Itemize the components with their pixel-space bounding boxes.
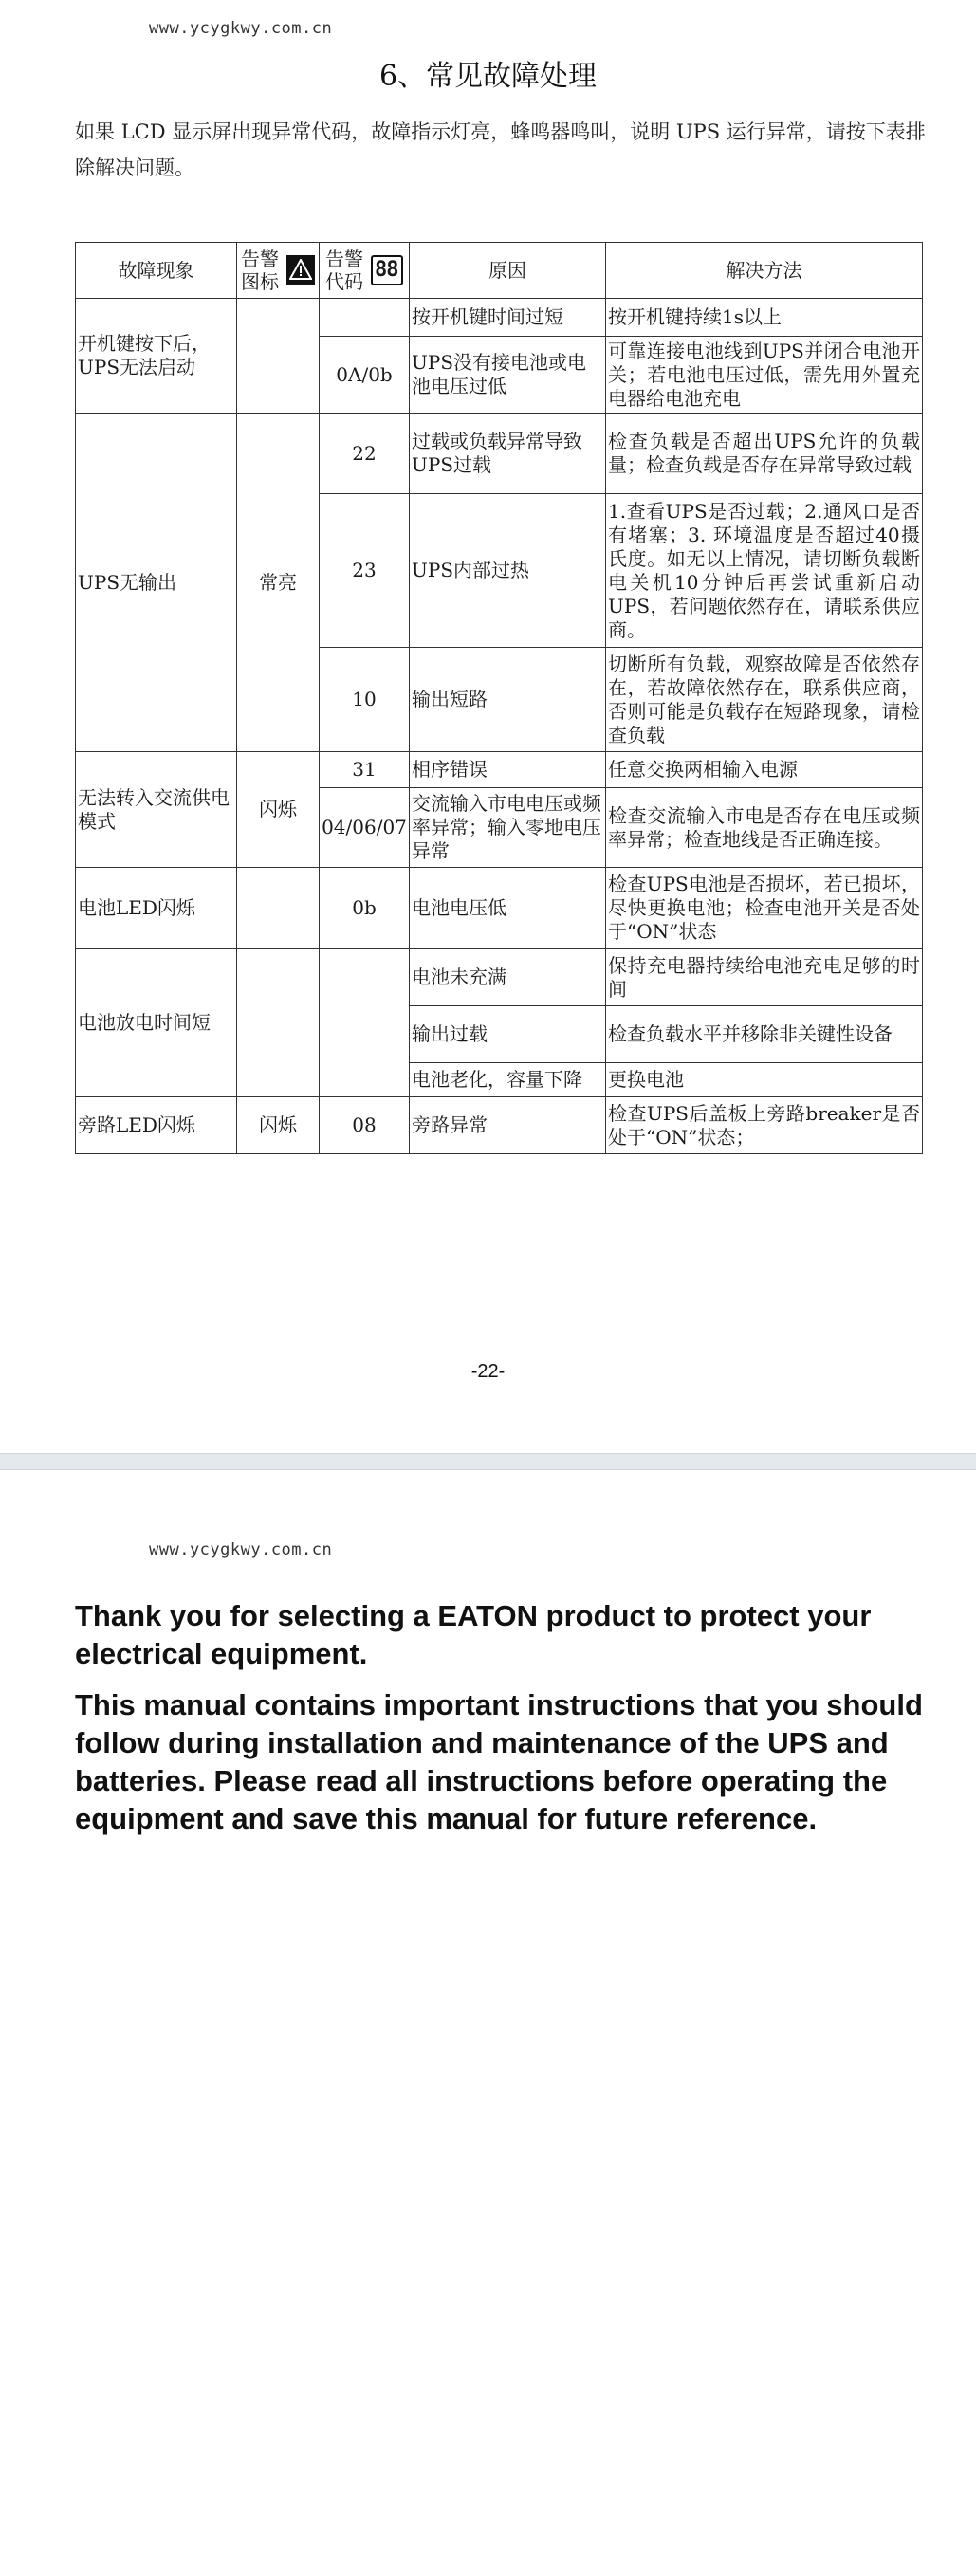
cell-phenomenon: 开机键按下后，UPS无法启动: [76, 299, 237, 414]
table-row: [76, 299, 923, 337]
cell-phenomenon: 电池LED闪烁: [76, 868, 237, 949]
header-alarm-icon: [237, 243, 320, 299]
cell-cause: 电池老化，容量下降: [410, 1063, 606, 1097]
cell-cause: 旁路异常: [410, 1097, 606, 1154]
cell-solution: 1.查看UPS是否过载；2.通风口是否有堵塞；3. 环境温度是否超过40摄氏度。如无以上情况，请切断负载断电关机10分钟后再尝试重新启动UPS，若问题依然存在，请联系供应商。: [606, 494, 923, 648]
cell-cause: 输出短路: [410, 648, 606, 752]
page-divider: [0, 1453, 976, 1470]
cell-solution: 检查UPS电池是否损坏，若已损坏，尽快更换电池；检查电池开关是否处于“ON”状态: [606, 868, 923, 949]
table-row: [76, 1097, 923, 1154]
cell-cause: 输出过载: [410, 1006, 606, 1063]
header-solution: 解决方法: [606, 243, 923, 299]
instructions-paragraph: This manual contains important instructions that you should follow during installation and maintenance of the UPS and batteries. Please read all instructions before operating the equipment and save this manual for future reference.: [75, 1688, 923, 1835]
header-phenomenon: 故障现象: [76, 243, 237, 299]
cell-cause: UPS内部过热: [410, 494, 606, 648]
table-row: [76, 868, 923, 949]
cell-phenomenon: 旁路LED闪烁: [76, 1097, 237, 1154]
cell-phenomenon: 无法转入交流供电模式: [76, 752, 237, 868]
cell-icon: [237, 949, 320, 1097]
cell-solution: 检查交流输入市电是否存在电压或频率异常；检查地线是否正确连接。: [606, 788, 923, 868]
cell-cause: 过载或负载异常导致UPS过载: [410, 414, 606, 494]
cell-code: 23: [320, 494, 410, 648]
cell-phenomenon: 电池放电时间短: [76, 949, 237, 1097]
manual-page-intro: [0, 1470, 976, 2576]
cell-code: 0b: [320, 868, 410, 949]
cell-cause: 相序错误: [410, 752, 606, 788]
header-alarm-code-label: 告警代码: [325, 248, 363, 293]
cell-code: 22: [320, 414, 410, 494]
site-url-header: www.ycygkwy.com.cn: [149, 1540, 333, 1559]
cell-cause: 交流输入市电电压或频率异常；输入零地电压异常: [410, 788, 606, 868]
cell-code: [320, 299, 410, 337]
header-alarm-icon-label: 告警图标: [241, 248, 279, 293]
table-row: [76, 414, 923, 494]
cell-code: 08: [320, 1097, 410, 1154]
cell-cause: 电池未充满: [410, 949, 606, 1006]
cell-solution: 检查负载是否超出UPS允许的负载量；检查负载是否存在异常导致过载: [606, 414, 923, 494]
table-header-row: [76, 243, 923, 299]
cell-solution: 更换电池: [606, 1063, 923, 1097]
seven-segment-digits: 88: [375, 258, 398, 282]
cell-icon: 闪烁: [237, 752, 320, 868]
cell-cause: 按开机键时间过短: [410, 299, 606, 337]
cell-solution: 任意交换两相输入电源: [606, 752, 923, 788]
fault-table: [75, 242, 923, 1154]
cell-code: 31: [320, 752, 410, 788]
section-title: 6、常见故障处理: [378, 60, 598, 93]
cell-icon: 常亮: [237, 414, 320, 752]
header-cause: 原因: [410, 243, 606, 299]
intro-paragraph: 如果 LCD 显示屏出现异常代码，故障指示灯亮，蜂鸣器鸣叫，说明 UPS 运行异常，请按下表排除解决问题。: [75, 120, 926, 179]
page-number: -22-: [470, 1361, 506, 1382]
cell-code: 04/06/07: [320, 788, 410, 868]
cell-solution: 切断所有负载，观察故障是否依然存在，若故障依然存在，联系供应商，否则可能是负载存在短路现象，请检查负载: [606, 648, 923, 752]
cell-solution: 检查负载水平并移除非关键性设备: [606, 1006, 923, 1063]
table-row: [76, 949, 923, 1006]
cell-cause: 电池电压低: [410, 868, 606, 949]
cell-code: 0A/0b: [320, 337, 410, 414]
seven-segment-display-icon: [371, 255, 403, 285]
warning-triangle-icon: [286, 255, 315, 285]
thank-you-paragraph: Thank you for selecting a EATON product to protect your electrical equipment.: [75, 1599, 872, 1670]
cell-code: [320, 949, 410, 1097]
cell-icon: [237, 299, 320, 414]
cell-solution: 保持充电器持续给电池充电足够的时间: [606, 949, 923, 1006]
cell-icon: [237, 868, 320, 949]
cell-solution: 检查UPS后盖板上旁路breaker是否处于“ON”状态；: [606, 1097, 923, 1154]
site-url-header: www.ycygkwy.com.cn: [149, 19, 333, 38]
header-alarm-code: [320, 243, 410, 299]
cell-solution: 可靠连接电池线到UPS并闭合电池开关；若电池电压过低，需先用外置充电器给电池充电: [606, 337, 923, 414]
table-row: [76, 752, 923, 788]
cell-code: 10: [320, 648, 410, 752]
cell-phenomenon: UPS无输出: [76, 414, 237, 752]
cell-solution: 按开机键持续1s以上: [606, 299, 923, 337]
cell-icon: 闪烁: [237, 1097, 320, 1154]
cell-cause: UPS没有接电池或电池电压过低: [410, 337, 606, 414]
